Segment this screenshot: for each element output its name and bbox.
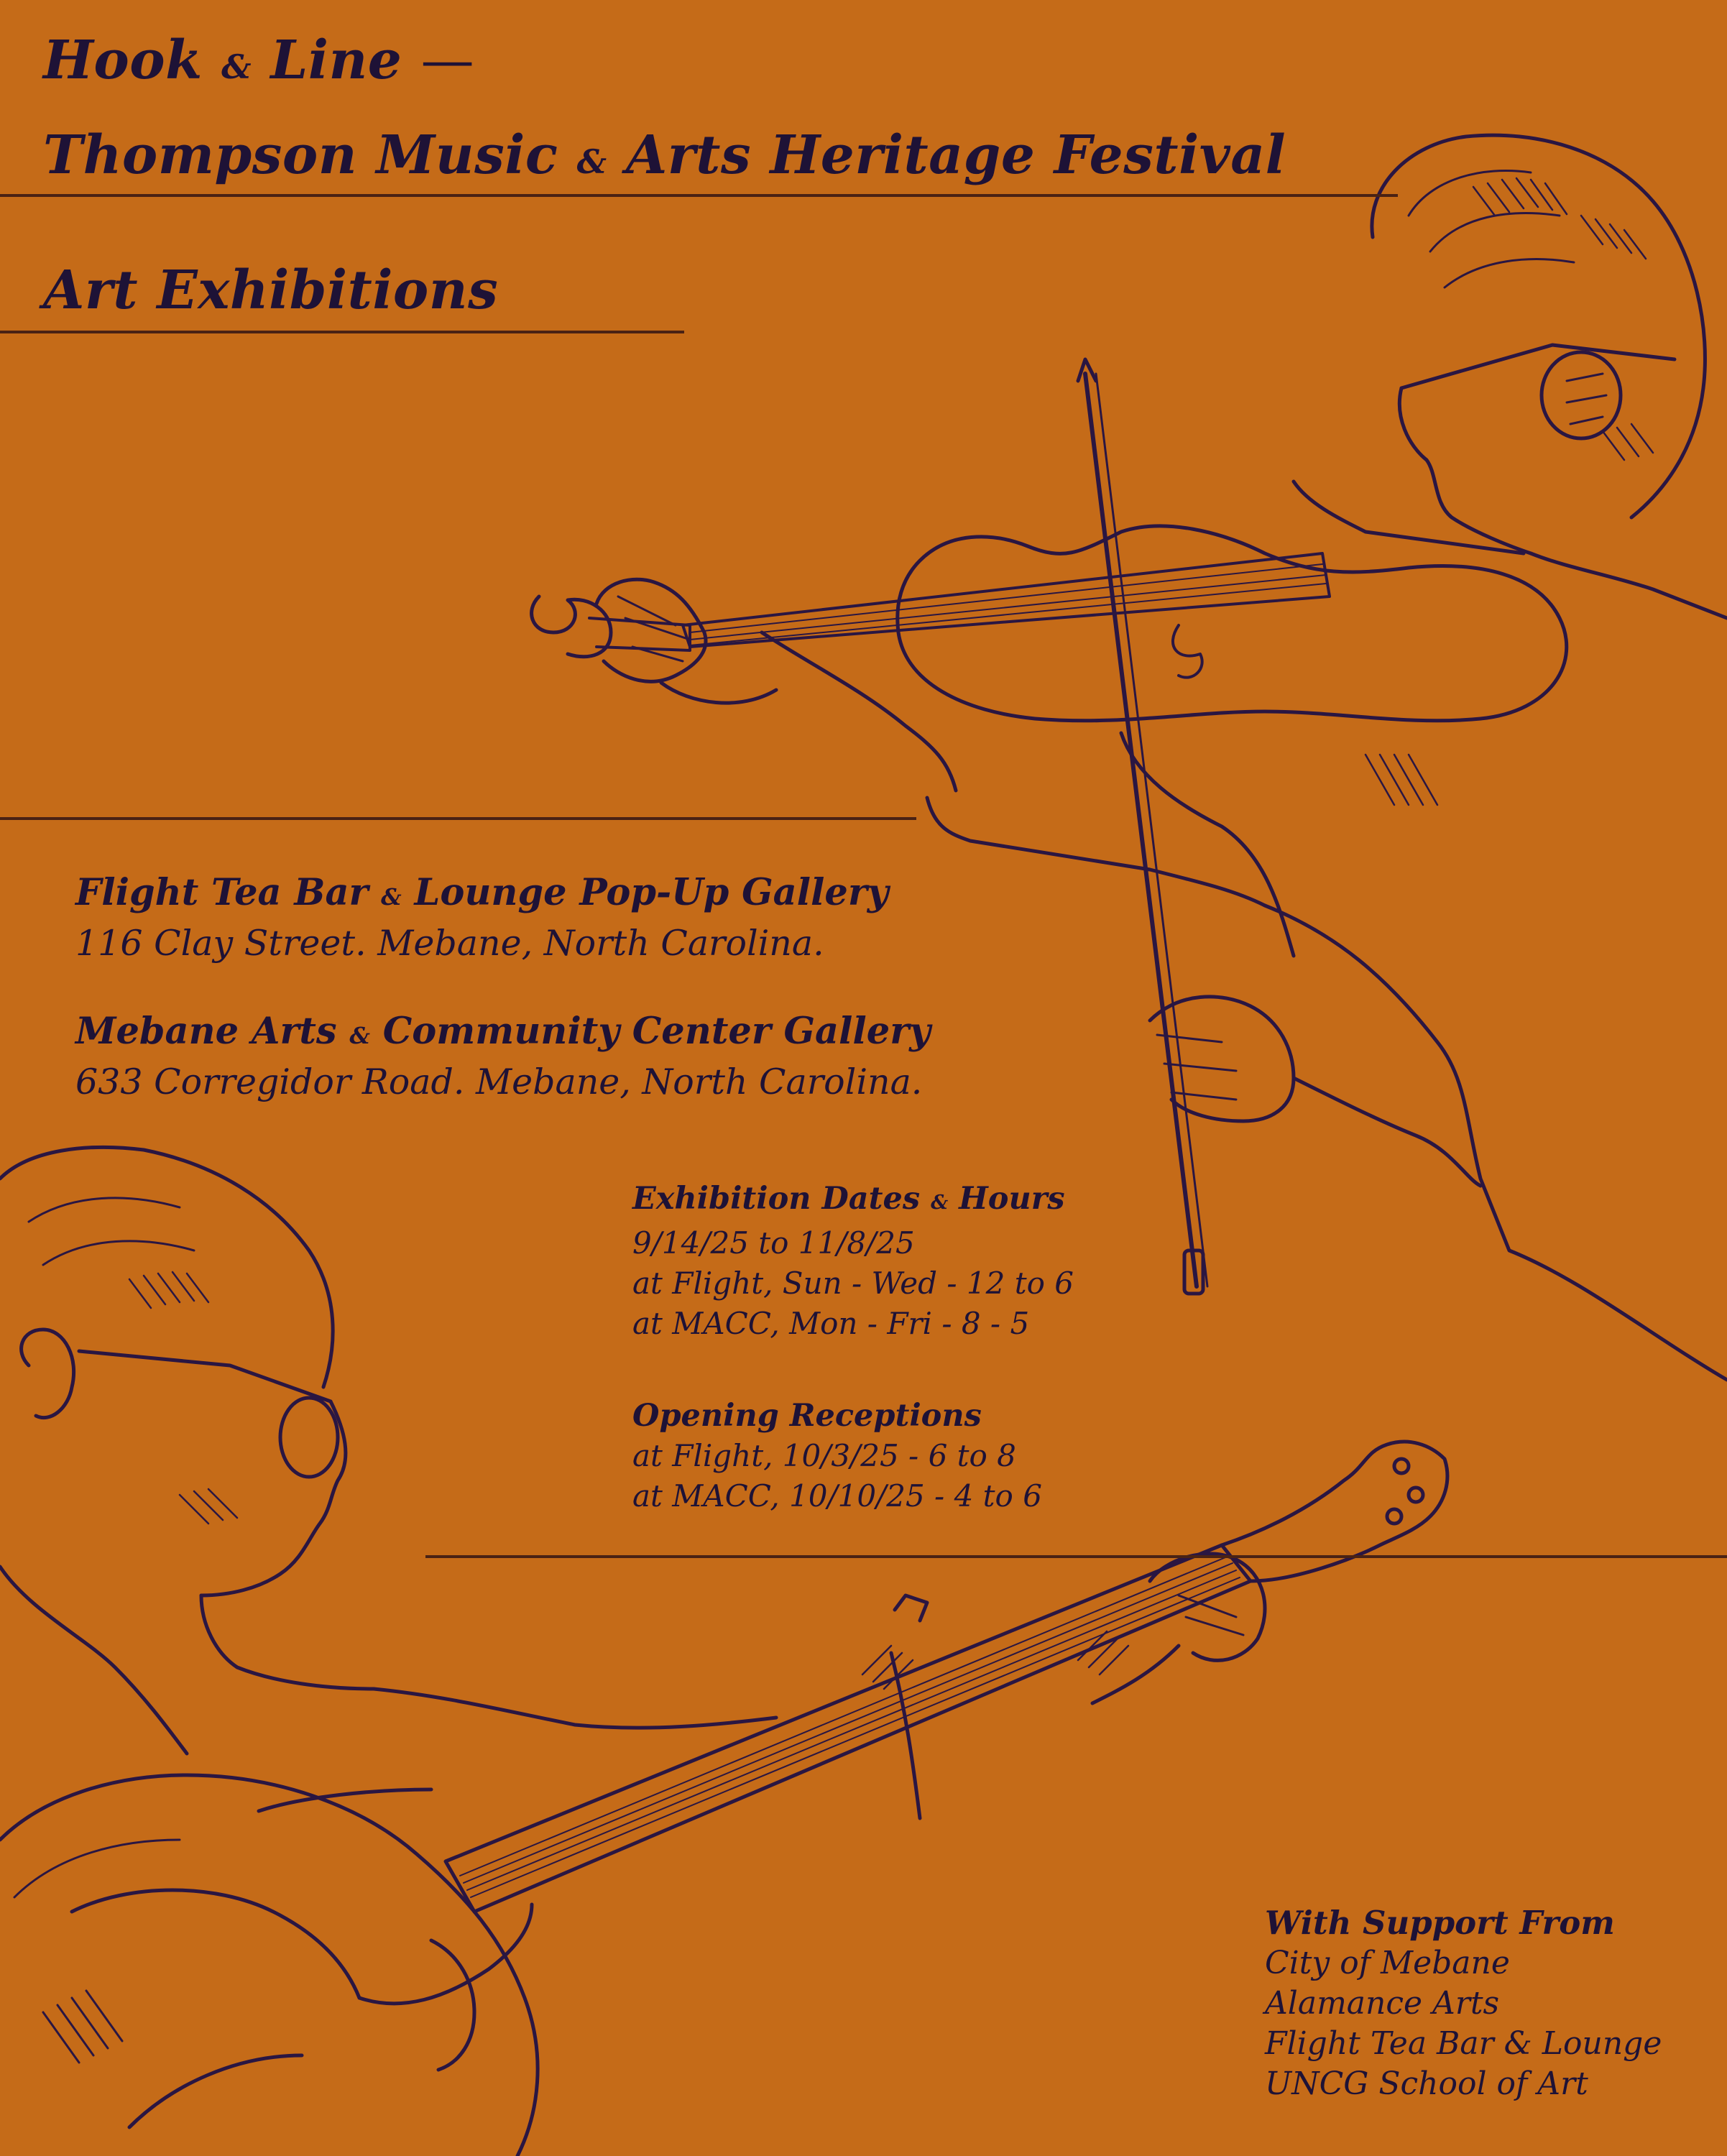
venue-name-part: Community Center Gallery <box>382 1010 931 1053</box>
hours-macc: at MACC, Mon - Fri - 8 - 5 <box>632 1306 1030 1341</box>
venue-flight <box>75 870 888 967</box>
title-hook: Hook <box>43 29 203 91</box>
venue-name-part: Mebane Arts <box>75 1010 337 1053</box>
venue-name <box>75 1008 931 1059</box>
venue-name-part: Lounge Pop-Up Gallery <box>414 871 889 914</box>
venue-divider <box>0 817 916 820</box>
venue-address: 633 Corregidor Road. Mebane, North Carolina. <box>75 1061 923 1102</box>
reception-macc: at MACC, 10/10/25 - 4 to 6 <box>632 1478 1042 1514</box>
sponsor-item: City of Mebane <box>1265 1945 1510 1981</box>
heading-ampersand: & <box>931 1192 949 1214</box>
section-divider <box>0 331 684 333</box>
sponsor-item: Alamance Arts <box>1265 1985 1500 2022</box>
title-divider <box>0 194 1398 197</box>
venue-macc <box>75 1008 931 1105</box>
subtitle-thompson-music: Thompson Music <box>43 124 558 186</box>
venue-address: 116 Clay Street. Mebane, North Carolina. <box>75 923 824 964</box>
title-dash: — <box>420 29 475 91</box>
section-title: Art Exhibitions <box>43 259 499 321</box>
reception-flight: at Flight, 10/3/25 - 6 to 8 <box>632 1438 1016 1473</box>
venue-name-ampersand: & <box>349 1023 370 1049</box>
title-ampersand: & <box>221 47 252 86</box>
opening-receptions <box>632 1396 1042 1516</box>
exhibition-dates <box>632 1179 1074 1344</box>
sponsor-item: Flight Tea Bar & Lounge <box>1265 2025 1662 2062</box>
heading-part: Hours <box>959 1181 1065 1217</box>
venue-name-part: Flight Tea Bar <box>75 871 369 914</box>
festival-subtitle <box>43 122 1286 195</box>
support-heading: With Support From <box>1265 1904 1615 1942</box>
receptions-divider <box>425 1555 1727 1558</box>
date-range: 9/14/25 to 11/8/25 <box>632 1225 915 1261</box>
subtitle-arts-heritage: Arts Heritage Festival <box>625 124 1286 186</box>
festival-title <box>43 27 474 100</box>
venue-name-ampersand: & <box>381 884 402 911</box>
venue-name <box>75 870 888 921</box>
receptions-heading: Opening Receptions <box>632 1398 982 1434</box>
exhibition-dates-heading <box>632 1179 1074 1223</box>
sponsor-item: UNCG School of Art <box>1265 2065 1588 2102</box>
heading-part: Exhibition Dates <box>632 1181 921 1217</box>
support-block <box>1265 1903 1662 2104</box>
title-line: Line <box>270 29 402 91</box>
hours-flight: at Flight, Sun - Wed - 12 to 6 <box>632 1266 1074 1301</box>
subtitle-ampersand: & <box>576 142 607 181</box>
